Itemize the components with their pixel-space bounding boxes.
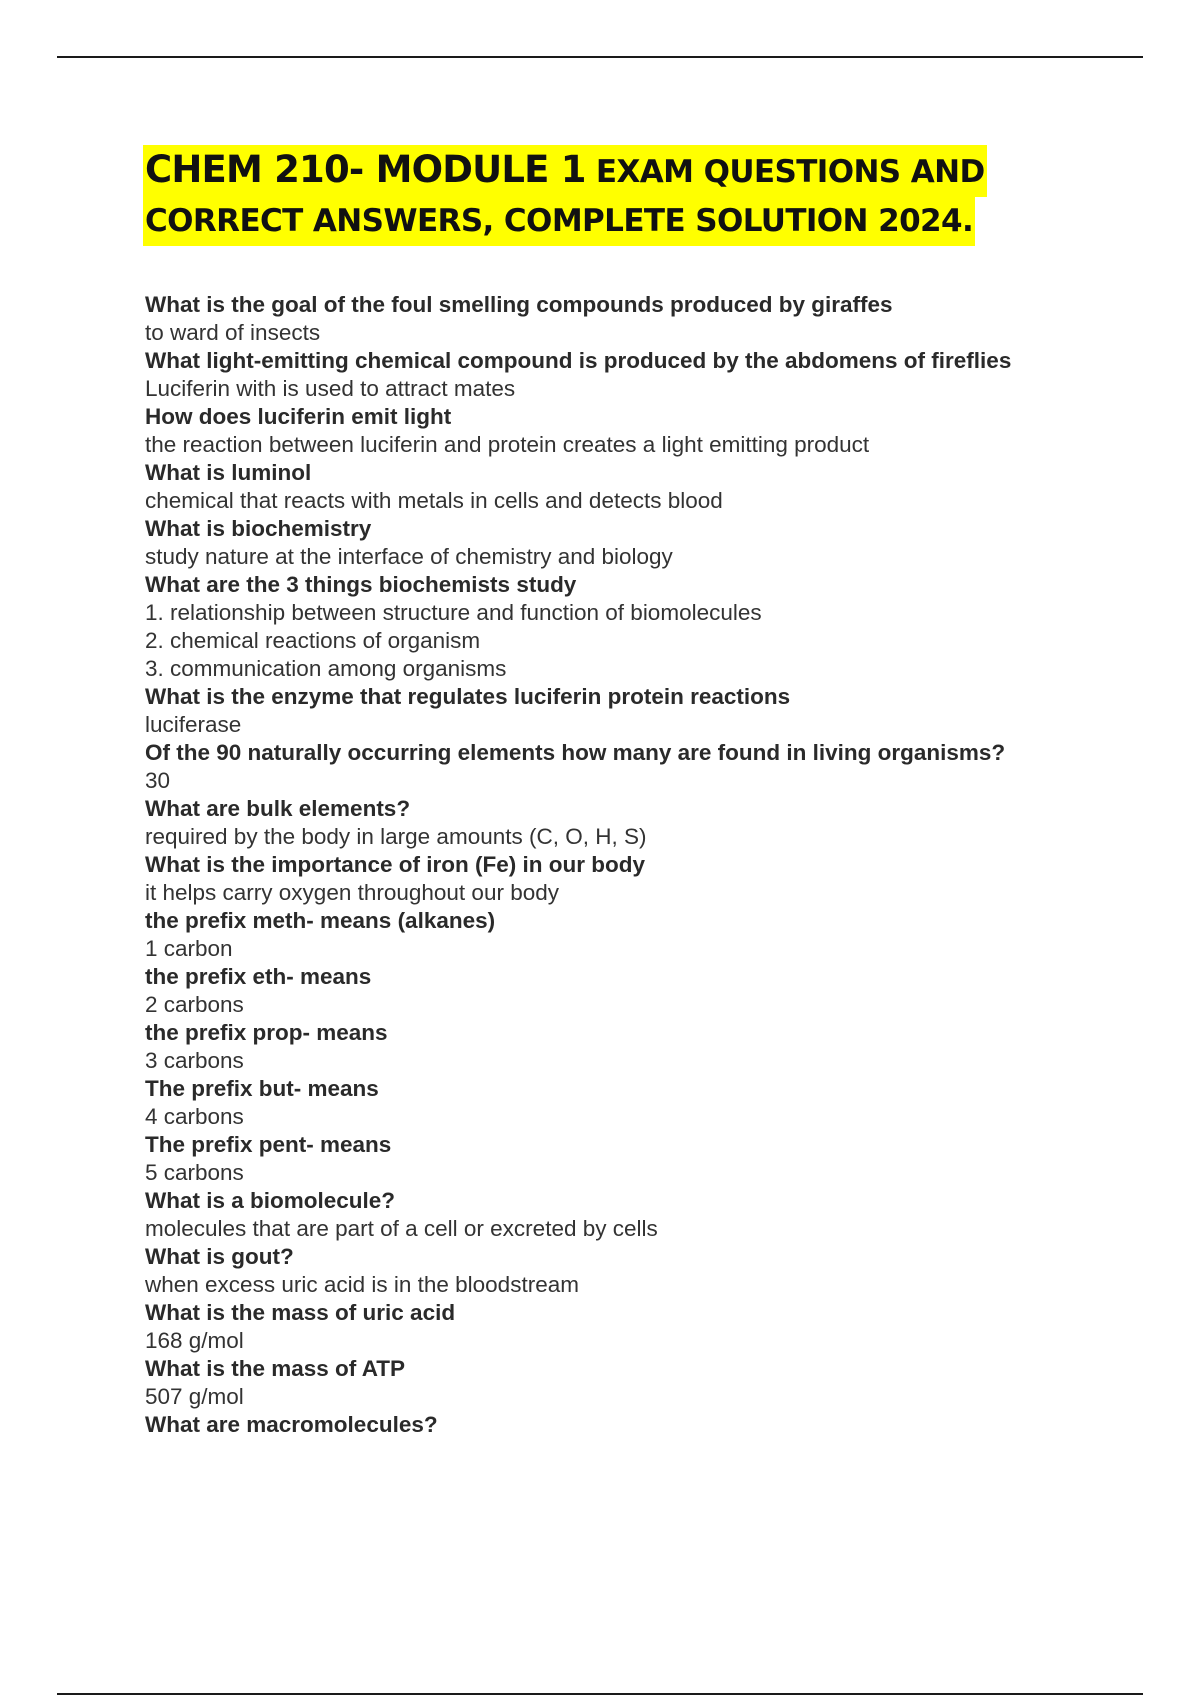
answer-text: 168 g/mol xyxy=(145,1328,244,1353)
question-text: The prefix but- means xyxy=(145,1076,379,1101)
question-text: the prefix meth- means (alkanes) xyxy=(145,908,496,933)
qa-item xyxy=(145,739,1145,795)
qa-list xyxy=(145,291,1145,1439)
title-line-1 xyxy=(143,145,987,197)
qa-item xyxy=(145,403,1145,459)
question-text: the prefix eth- means xyxy=(145,964,372,989)
answer-text: it helps carry oxygen throughout our body xyxy=(145,880,559,905)
qa-item xyxy=(145,907,1145,963)
answer-text: 1. relationship between structure and function of biomolecules xyxy=(145,600,762,625)
answer-text: 2. chemical reactions of organism xyxy=(145,628,481,653)
question-text: What is the mass of uric acid xyxy=(145,1300,456,1325)
qa-item xyxy=(145,1019,1145,1075)
question-text: What are bulk elements? xyxy=(145,796,411,821)
question-text: The prefix pent- means xyxy=(145,1132,392,1157)
answer-text: 3 carbons xyxy=(145,1048,244,1073)
qa-item xyxy=(145,1355,1145,1411)
answer-text: to ward of insects xyxy=(145,320,321,345)
question-text: Of the 90 naturally occurring elements how many are found in living organisms? xyxy=(145,740,1006,765)
answer-text: 2 carbons xyxy=(145,992,244,1017)
document-title xyxy=(143,145,1103,246)
qa-item xyxy=(145,795,1145,851)
qa-item xyxy=(145,291,1145,347)
qa-item xyxy=(145,1187,1145,1243)
qa-item xyxy=(145,571,1145,683)
qa-item xyxy=(145,1299,1145,1355)
question-text: What is luminol xyxy=(145,460,312,485)
answer-text: 1 carbon xyxy=(145,936,233,961)
question-text: What is biochemistry xyxy=(145,516,372,541)
qa-item xyxy=(145,851,1145,907)
answer-text: 4 carbons xyxy=(145,1104,244,1129)
question-text: What light-emitting chemical compound is produced by the abdomens of fireflies xyxy=(145,348,1012,373)
answer-text: study nature at the interface of chemistry and biology xyxy=(145,544,673,569)
answer-text: Luciferin with is used to attract mates xyxy=(145,376,516,401)
qa-item xyxy=(145,515,1145,571)
title-line-1-rest: EXAM QUESTIONS AND xyxy=(585,154,985,190)
answer-text: luciferase xyxy=(145,712,242,737)
question-text: What is a biomolecule? xyxy=(145,1188,396,1213)
question-text: What is the goal of the foul smelling compounds produced by giraffes xyxy=(145,292,893,317)
question-text: What is gout? xyxy=(145,1244,294,1269)
footer-rule xyxy=(57,1693,1143,1695)
question-text: What is the mass of ATP xyxy=(145,1356,406,1381)
answer-text: when excess uric acid is in the bloodstream xyxy=(145,1272,579,1297)
title-course-code: CHEM 210- MODULE 1 xyxy=(145,148,586,191)
answer-text: required by the body in large amounts (C, O, H, S) xyxy=(145,824,647,849)
answer-text: molecules that are part of a cell or excreted by cells xyxy=(145,1216,658,1241)
answer-text: chemical that reacts with metals in cells and detects blood xyxy=(145,488,723,513)
qa-item xyxy=(145,1131,1145,1187)
answer-text: 5 carbons xyxy=(145,1160,244,1185)
question-text: What are the 3 things biochemists study xyxy=(145,572,577,597)
title-line-2: CORRECT ANSWERS, COMPLETE SOLUTION 2024. xyxy=(143,197,975,246)
answer-text: 30 xyxy=(145,768,171,793)
qa-item xyxy=(145,963,1145,1019)
question-text: What is the importance of iron (Fe) in our body xyxy=(145,852,645,877)
question-text: What is the enzyme that regulates luciferin protein reactions xyxy=(145,684,791,709)
question-text: How does luciferin emit light xyxy=(145,404,452,429)
qa-item xyxy=(145,1075,1145,1131)
question-text: the prefix prop- means xyxy=(145,1020,388,1045)
header-rule xyxy=(57,56,1143,58)
qa-item xyxy=(145,459,1145,515)
question-text: What are macromolecules? xyxy=(145,1412,438,1437)
qa-item xyxy=(145,347,1145,403)
answer-text: the reaction between luciferin and protein creates a light emitting product xyxy=(145,432,870,457)
answer-text: 3. communication among organisms xyxy=(145,656,507,681)
qa-item xyxy=(145,683,1145,739)
answer-text: 507 g/mol xyxy=(145,1384,244,1409)
qa-item xyxy=(145,1411,1145,1439)
qa-item xyxy=(145,1243,1145,1299)
